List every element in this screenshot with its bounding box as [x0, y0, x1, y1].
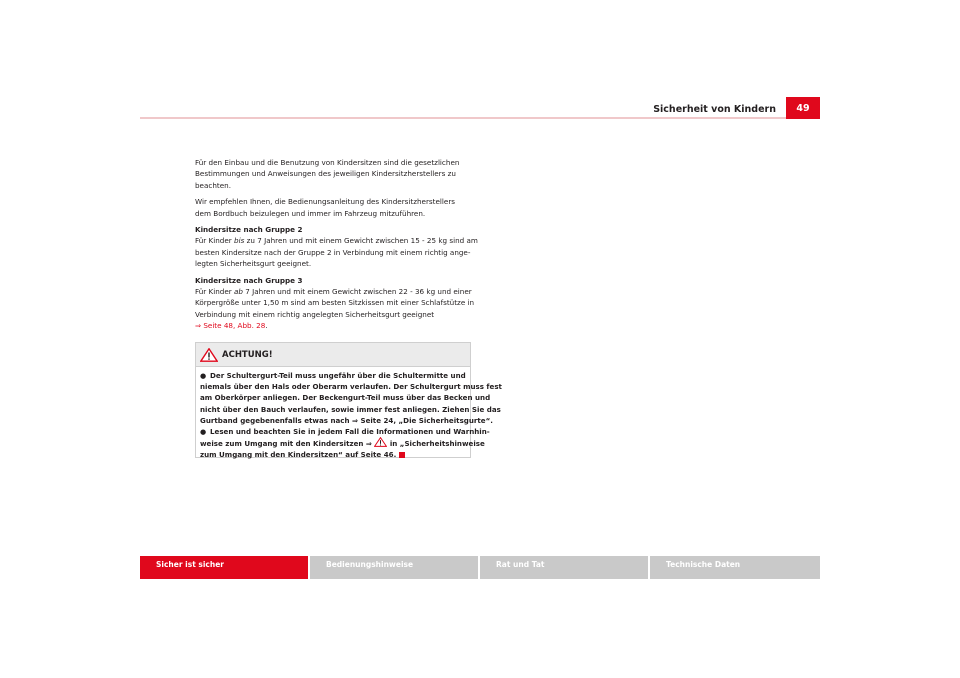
warning-triangle-icon — [200, 348, 218, 362]
group3-heading: Kindersitze nach Gruppe 3 — [195, 275, 303, 285]
warning-line — [200, 437, 485, 449]
header-divider — [140, 117, 786, 119]
text-fragment: . — [265, 321, 268, 331]
intro-paragraph — [195, 157, 475, 191]
text-line — [195, 320, 475, 331]
bullet-icon: ● — [200, 427, 207, 437]
tab-sicher-ist-sicher[interactable]: Sicher ist sicher — [140, 556, 308, 579]
page-reference-link[interactable]: Seite 24, „Die Sicherheitsgurte“. — [357, 415, 493, 425]
text-fragment: Der Schultergurt-Teil muss ungefähr über die Schultermitte und — [210, 371, 466, 380]
bullet-icon: ● — [200, 371, 207, 380]
text-fragment: weise zum Umgang mit den Kindersitzen — [200, 439, 366, 449]
text-line: Körpergröße unter 1,50 m sind am besten Sitzkissen mit einer Schlafstütze in — [195, 298, 475, 308]
warning-line: niemals über den Hals oder Oberarm verlaufen. Der Schultergurt muss fest — [200, 382, 502, 392]
footer-tabs — [140, 556, 820, 579]
text-line: Für den Einbau und die Benutzung von Kindersitzen sind die gesetzlichen — [195, 158, 460, 167]
recommend-paragraph — [195, 196, 475, 219]
group2-heading: Kindersitze nach Gruppe 2 — [195, 225, 303, 235]
emphasis: ab — [234, 287, 243, 297]
text-line: dem Bordbuch beizulegen und immer im Fahrzeug mitzuführen. — [195, 208, 426, 218]
tab-rat-und-tat[interactable]: Rat und Tat — [480, 556, 648, 579]
text-line: Bestimmungen und Anweisungen des jeweiligen Kindersitzherstellers zu — [195, 169, 456, 179]
group3-section — [195, 275, 475, 332]
text-fragment: Für Kinder — [195, 236, 235, 246]
body-text — [195, 157, 478, 337]
text-line: legten Sicherheitsgurt geeignet. — [195, 259, 312, 269]
text-fragment: Für Kinder — [195, 287, 235, 297]
text-fragment: Gurtband gegebenenfalls etwas nach — [200, 415, 353, 425]
text-fragment: zu 7 Jahren und mit einem Gewicht zwischen 15 - 25 kg sind am — [244, 236, 478, 246]
text-line — [195, 235, 478, 246]
text-line: beachten. — [195, 180, 231, 190]
emphasis: bis — [234, 236, 245, 246]
text-line — [195, 286, 475, 297]
reference-arrow-icon: ⇒ — [365, 439, 372, 449]
page-reference-link[interactable]: in „Sicherheitshinweise — [387, 439, 485, 449]
warning-line — [200, 370, 466, 381]
reference-arrow-icon: ⇒ — [352, 415, 358, 425]
page-number: 49 — [786, 97, 820, 119]
inline-warning-icon — [374, 437, 387, 447]
text-line: besten Kindersitze nach der Gruppe 2 in Verbindung mit einem richtig ange- — [195, 247, 471, 257]
page-reference-link[interactable]: Seite 48, Abb. 28 — [203, 321, 266, 331]
warning-body — [196, 367, 502, 461]
tab-bedienungshinweise[interactable]: Bedienungshinweise — [310, 556, 478, 579]
tab-technische-daten[interactable]: Technische Daten — [650, 556, 820, 579]
text-fragment: zum Umgang mit den Kindersitzen“ auf Seite 46. — [200, 450, 397, 460]
warning-line — [200, 426, 490, 437]
text-fragment: Lesen und beachten Sie in jedem Fall die Informationen und Warnhin- — [210, 427, 490, 437]
warning-line: am Oberkörper anliegen. Der Beckengurt-Teil muss über das Becken und — [200, 393, 491, 403]
text-line: Wir empfehlen Ihnen, die Bedienungsanleitung des Kindersitzherstellers — [195, 197, 456, 207]
warning-line — [200, 449, 466, 460]
section-title: Sicherheit von Kindern — [653, 104, 776, 115]
text-line: Verbindung mit einem richtig angelegten Sicherheitsgurt geeignet — [195, 309, 435, 319]
group2-section — [195, 224, 478, 270]
end-marker-icon — [399, 452, 405, 458]
warning-line: nicht über den Bauch verlaufen, sowie immer fest anliegen. Ziehen Sie das — [200, 404, 501, 414]
warning-label: ACHTUNG! — [222, 349, 273, 360]
warning-line — [200, 415, 493, 426]
link-arrow-icon: ⇒ — [195, 321, 202, 331]
text-fragment: 7 Jahren und mit einem Gewicht zwischen 22 - 36 kg und einer — [243, 287, 472, 297]
warning-header — [196, 343, 470, 367]
warning-box — [195, 342, 502, 460]
